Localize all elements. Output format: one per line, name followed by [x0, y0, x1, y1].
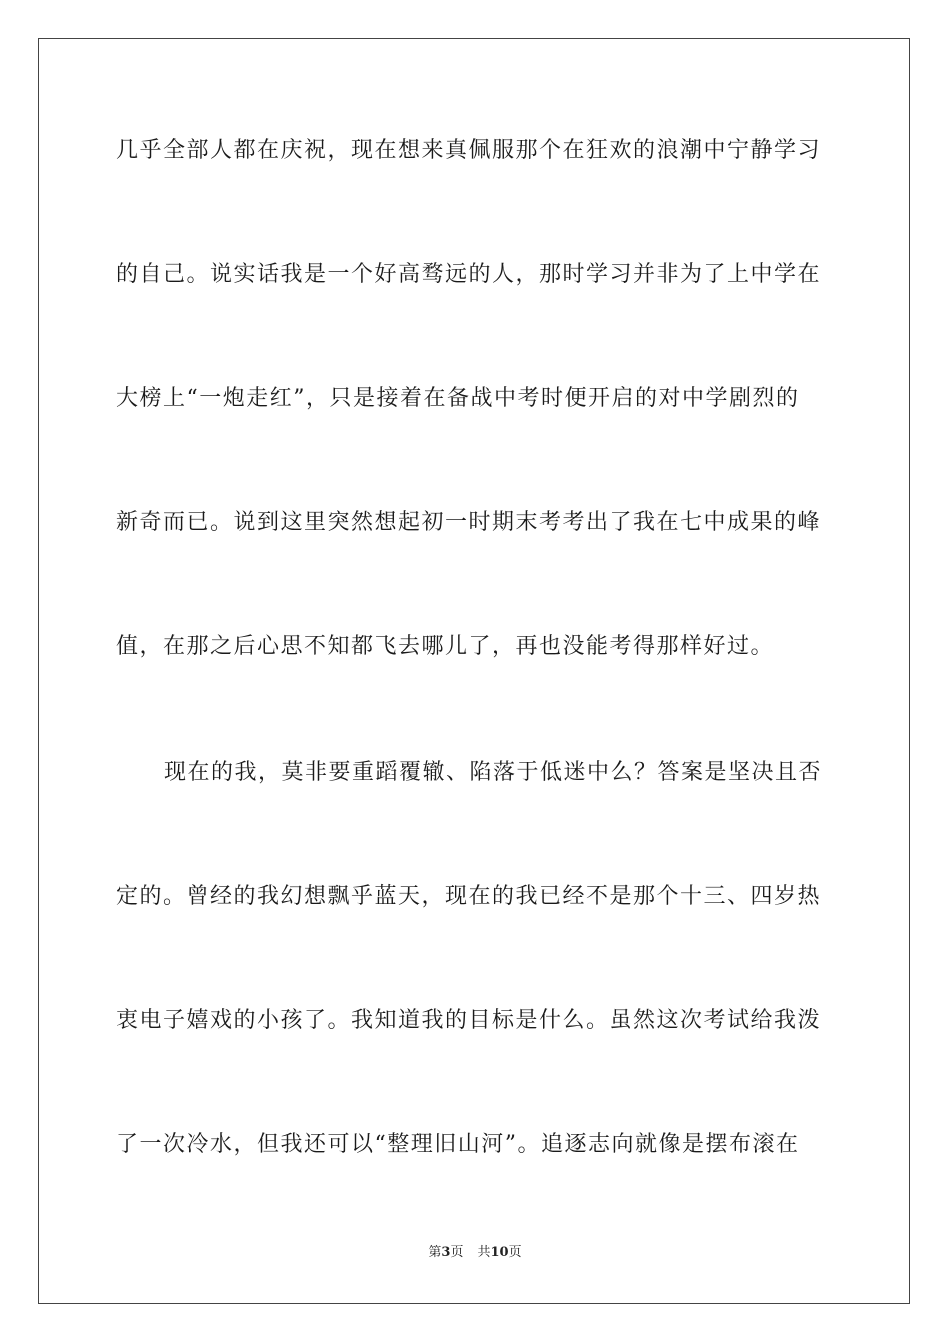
page-border	[38, 38, 910, 1304]
text-line-9: 了一次冷水，但我还可以“整理旧山河”。追逐志向就像是摆布滚在	[116, 1132, 800, 1157]
text-line-2: 的自己。说实话我是一个好高骛远的人，那时学习并非为了上中学在	[116, 262, 822, 287]
text-line-6-paragraph-start: 现在的我，莫非要重蹈覆辙、陷落于低迷中么？答案是坚决且否	[164, 760, 823, 785]
text-line-4: 新奇而已。说到这里突然想起初一时期末考考出了我在七中成果的峰	[116, 510, 822, 535]
text-line-7: 定的。曾经的我幻想飘乎蓝天，现在的我已经不是那个十三、四岁热	[116, 884, 822, 909]
footer-total-suffix: 页	[508, 1245, 522, 1260]
footer-page-prefix: 第	[428, 1245, 442, 1260]
footer-total-prefix: 共	[477, 1245, 491, 1260]
text-line-3: 大榜上“一炮走红”，只是接着在备战中考时便开启的对中学剧烈的	[116, 386, 800, 411]
text-line-5: 值，在那之后心思不知都飞去哪儿了，再也没能考得那样好过。	[116, 634, 775, 659]
footer-page-suffix: 页	[450, 1245, 464, 1260]
text-line-8: 衷电子嬉戏的小孩了。我知道我的目标是什么。虽然这次考试给我泼	[116, 1008, 822, 1033]
footer-page-number: 3	[441, 1245, 451, 1260]
footer-total-pages: 10	[490, 1245, 509, 1260]
page-footer	[0, 1244, 950, 1262]
text-line-1: 几乎全部人都在庆祝，现在想来真佩服那个在狂欢的浪潮中宁静学习	[116, 138, 822, 163]
